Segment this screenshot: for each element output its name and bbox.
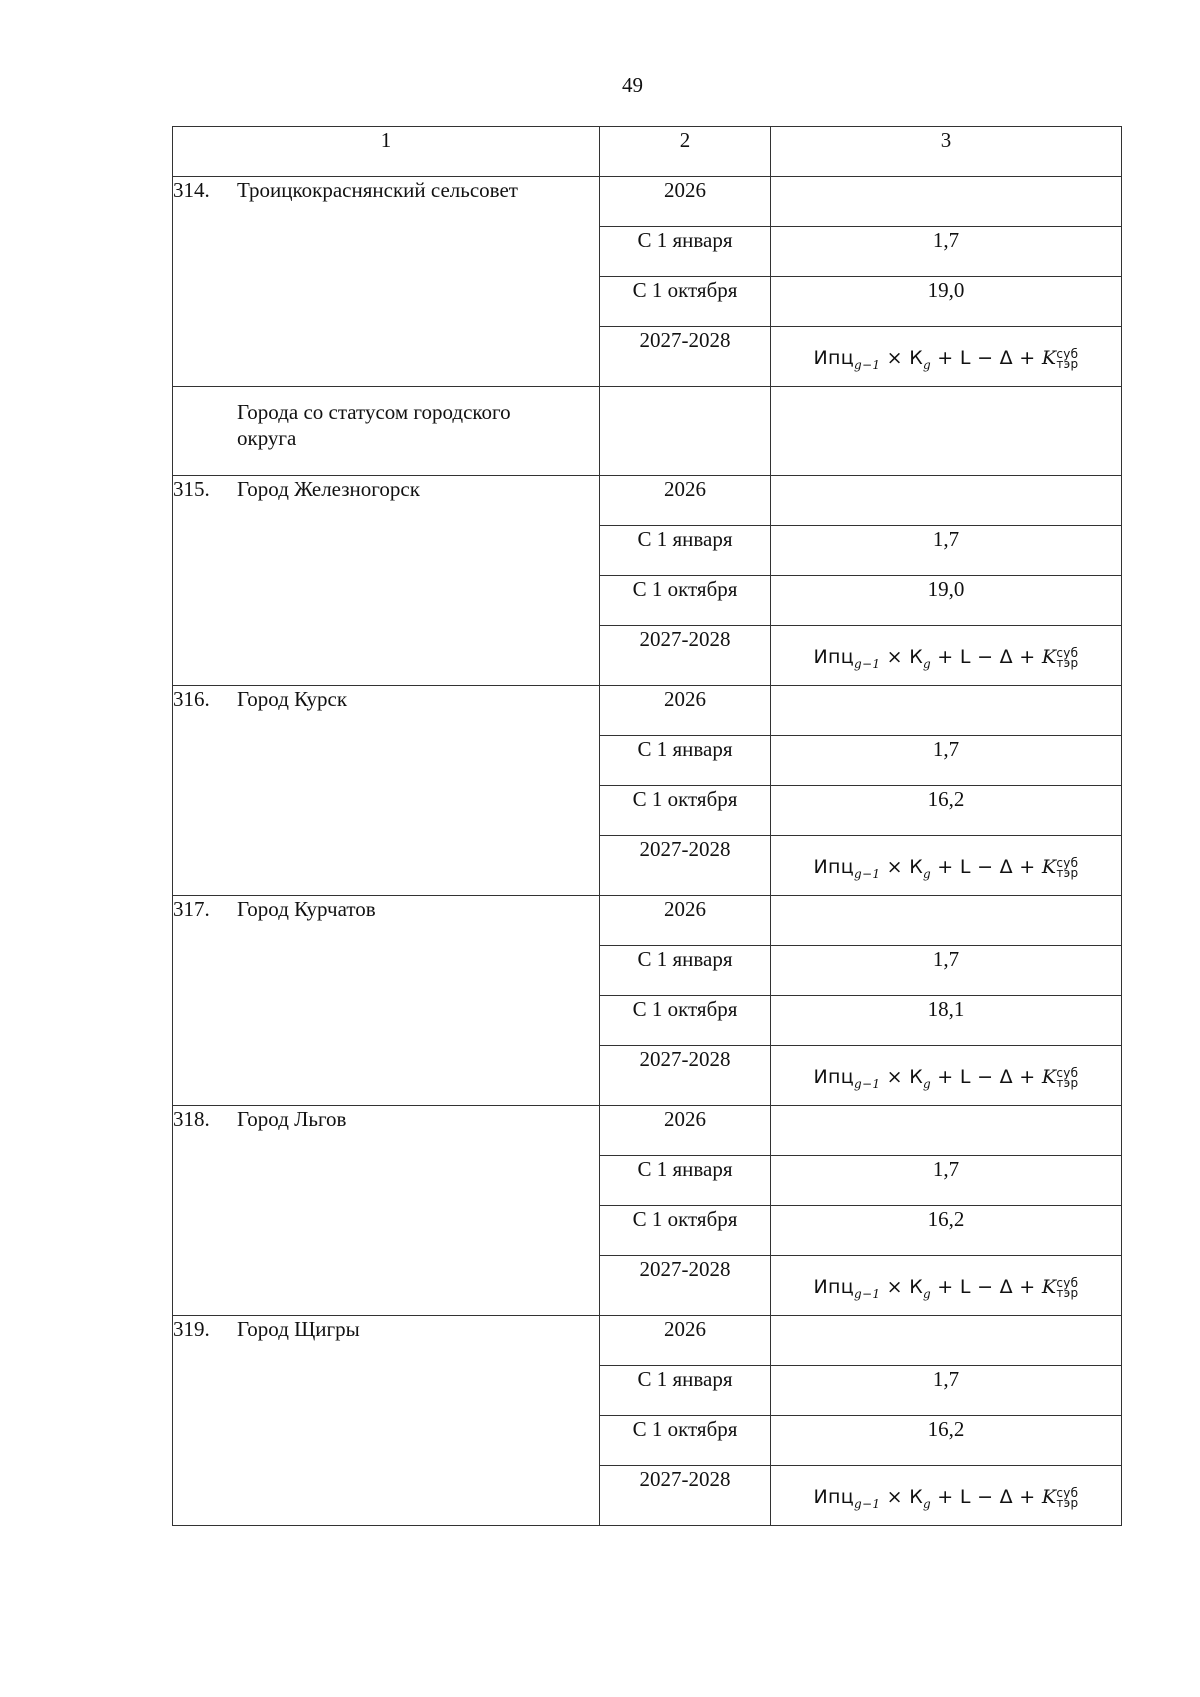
entity-name: Город Курчатов	[237, 897, 376, 921]
column-header-1: 1	[173, 127, 600, 177]
section-row	[173, 387, 1122, 476]
table-body	[173, 127, 1122, 1526]
entity-number: 316.	[173, 687, 210, 711]
value-cell	[771, 476, 1122, 526]
column-header-3: 3	[771, 127, 1122, 177]
period-cell: С 1 января	[600, 1366, 771, 1416]
entity-name: Город Щигры	[237, 1317, 360, 1341]
value-cell: 18,1	[771, 996, 1122, 1046]
period-cell: 2026	[600, 686, 771, 736]
table-row	[173, 896, 1122, 946]
entity-number: 317.	[173, 897, 210, 921]
entity-name: Город Курск	[237, 687, 348, 711]
value-cell	[771, 327, 1122, 387]
page-number: 49	[622, 73, 643, 97]
period-cell: 2026	[600, 1316, 771, 1366]
entity-name: Город Железногорск	[237, 477, 420, 501]
value-cell	[771, 626, 1122, 686]
value-cell: 19,0	[771, 576, 1122, 626]
value-cell: 1,7	[771, 946, 1122, 996]
value-cell: 16,2	[771, 1206, 1122, 1256]
table-row	[173, 686, 1122, 736]
table-row	[173, 1316, 1122, 1366]
period-cell: С 1 октября	[600, 1206, 771, 1256]
value-cell: 16,2	[771, 1416, 1122, 1466]
table-row	[173, 1106, 1122, 1156]
period-cell: 2026	[600, 1106, 771, 1156]
value-cell	[771, 836, 1122, 896]
period-cell: 2026	[600, 177, 771, 227]
empty-cell	[771, 387, 1122, 476]
value-cell	[771, 896, 1122, 946]
period-cell: С 1 января	[600, 1156, 771, 1206]
entity-number: 315.	[173, 477, 210, 501]
period-cell: 2026	[600, 476, 771, 526]
value-cell: 1,7	[771, 1366, 1122, 1416]
period-cell: 2027-2028	[600, 1466, 771, 1526]
period-cell: 2027-2028	[600, 327, 771, 387]
period-cell: 2027-2028	[600, 1256, 771, 1316]
entity-name: Город Льгов	[237, 1107, 347, 1131]
value-cell	[771, 1046, 1122, 1106]
period-cell: 2027-2028	[600, 1046, 771, 1106]
entity-cell	[173, 476, 600, 686]
entity-number: 318.	[173, 1107, 210, 1131]
tariff-formula: $Ипц_{g-1} \times К_g + L - \Delta + K$ суб тэр	[813, 1485, 1079, 1511]
tariff-formula: $Ипц_{g-1} \times К_g + L - \Delta + K$ суб тэр	[813, 855, 1079, 881]
section-label: Города со статусом городского округа	[237, 400, 511, 450]
period-cell: 2027-2028	[600, 626, 771, 686]
period-cell: С 1 октября	[600, 996, 771, 1046]
tariff-formula: $Ипц_{g-1} \times К_g + L - \Delta + K$ суб тэр	[813, 1275, 1079, 1301]
table-row	[173, 476, 1122, 526]
table-row	[173, 177, 1122, 227]
value-cell	[771, 1316, 1122, 1366]
value-cell	[771, 177, 1122, 227]
value-cell	[771, 1466, 1122, 1526]
period-cell: С 1 октября	[600, 786, 771, 836]
column-header-2: 2	[600, 127, 771, 177]
empty-cell	[600, 387, 771, 476]
tariff-formula: $Ипц_{g-1} \times К_g + L - \Delta + K$ суб тэр	[813, 1065, 1079, 1091]
entity-name: Троицкокраснянский сельсовет	[237, 178, 518, 202]
period-cell: 2026	[600, 896, 771, 946]
period-cell: С 1 октября	[600, 1416, 771, 1466]
entity-number: 319.	[173, 1317, 210, 1341]
tariff-table	[172, 126, 1122, 1526]
period-cell: С 1 января	[600, 227, 771, 277]
period-cell: С 1 октября	[600, 576, 771, 626]
period-cell: 2027-2028	[600, 836, 771, 896]
section-cell	[173, 387, 600, 476]
value-cell: 1,7	[771, 526, 1122, 576]
tariff-formula: $Ипц_{g-1} \times К_g + L - \Delta + K$ суб тэр	[813, 645, 1079, 671]
value-cell: 1,7	[771, 227, 1122, 277]
entity-cell	[173, 177, 600, 387]
value-cell: 19,0	[771, 277, 1122, 327]
value-cell	[771, 1256, 1122, 1316]
entity-number: 314.	[173, 178, 210, 202]
period-cell: С 1 января	[600, 736, 771, 786]
tariff-formula: $Ипц_{g-1} \times К_g + L - \Delta + K$ суб тэр	[813, 346, 1079, 372]
entity-cell	[173, 896, 600, 1106]
value-cell: 16,2	[771, 786, 1122, 836]
period-cell: С 1 января	[600, 946, 771, 996]
table-header-row	[173, 127, 1122, 177]
value-cell	[771, 1106, 1122, 1156]
period-cell: С 1 января	[600, 526, 771, 576]
entity-cell	[173, 1316, 600, 1526]
value-cell	[771, 686, 1122, 736]
period-cell: С 1 октября	[600, 277, 771, 327]
entity-cell	[173, 1106, 600, 1316]
entity-cell	[173, 686, 600, 896]
value-cell: 1,7	[771, 736, 1122, 786]
value-cell: 1,7	[771, 1156, 1122, 1206]
